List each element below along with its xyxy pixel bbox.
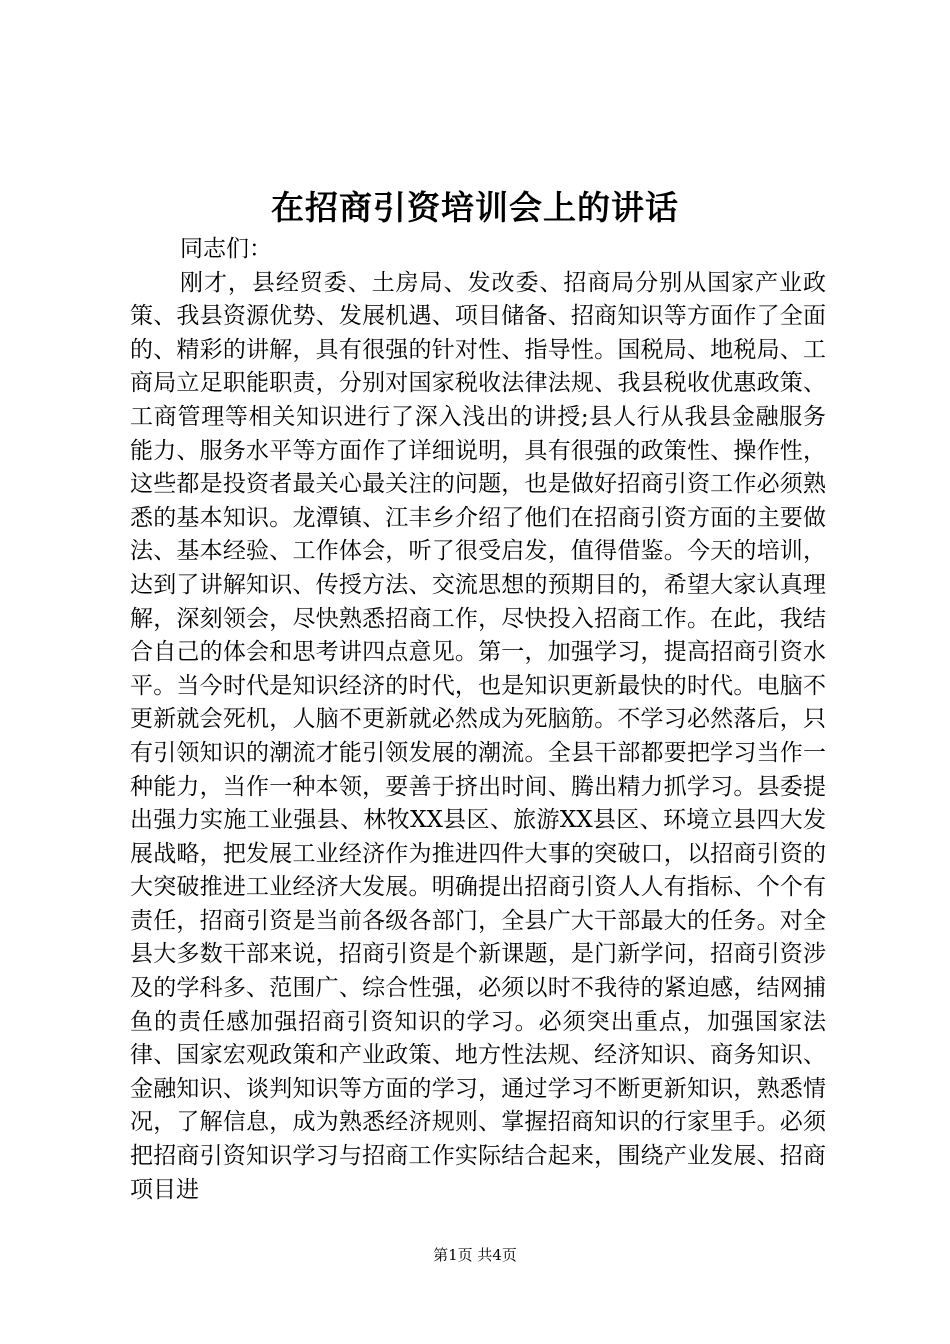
document-body [130, 233, 826, 1207]
salutation: 同志们： [180, 236, 272, 262]
body-paragraph: 刚才，县经贸委、土房局、发改委、招商局分别从国家产业政策、我县资源优势、发展机遇、项目储备、招商知识等方面作了全面的、精彩的讲解，具有很强的针对性、指导性。国税局、地税局、工商局立足职能职责，分别对国家税收法律法规、我县税收优惠政策、工商管理等相关知识进行了深入浅出的讲授;县人行从我县金融服务能力、服务水平等方面作了详细说明，具有很强的政策性、操作性，这些都是投资者最关心最关注的问题，也是做好招商引资工作必须熟悉的基本知识。龙潭镇、江丰乡介绍了他们在招商引资方面的主要做法、基本经验、工作体会，听了很受启发，值得借鉴。今天的培训，达到了讲解知识、传授方法、交流思想的预期目的，希望大家认真理解，深刻领会，尽快熟悉招商工作，尽快投入招商工作。在此，我结合自己的体会和思考讲四点意见。第一，加强学习，提高招商引资水平。当今时代是知识经济的时代，也是知识更新最快的时代。电脑不更新就会死机，人脑不更新就必然成为死脑筋。不学习必然落后，只有引领知识的潮流才能引领发展的潮流。全县干部都要把学习当作一种能力，当作一种本领，要善于挤出时间、腾出精力抓学习。县委提出强力实施工业强县、林牧XX县区、旅游XX县区、环境立县四大发展战略，把发展工业经济作为推进四件大事的突破口，以招商引资的大突破推进工业经济大发展。明确提出招商引资人人有指标、个个有责任，招商引资是当前各级各部门，全县广大干部最大的任务。对全县大多数干部来说，招商引资是个新课题，是门新学问，招商引资涉及的学科多、范围广、综合性强，必须以时不我待的紧迫感，结网捕鱼的责任感加强招商引资知识的学习。必须突出重点，加强国家法律、国家宏观政策和产业政策、地方性法规、经济知识、商务知识、金融知识、谈判知识等方面的学习，通过学习不断更新知识，熟悉情况，了解信息，成为熟悉经济规则、掌握招商知识的行家里手。必须把招商引资知识学习与招商工作实际结合起来，围绕产业发展、招商项目进 [130, 269, 826, 1203]
page-footer [0, 1245, 950, 1265]
document-title: 在招商引资培训会上的讲话 [271, 188, 679, 227]
page-number: 第1页 共4页 [433, 1246, 517, 1264]
